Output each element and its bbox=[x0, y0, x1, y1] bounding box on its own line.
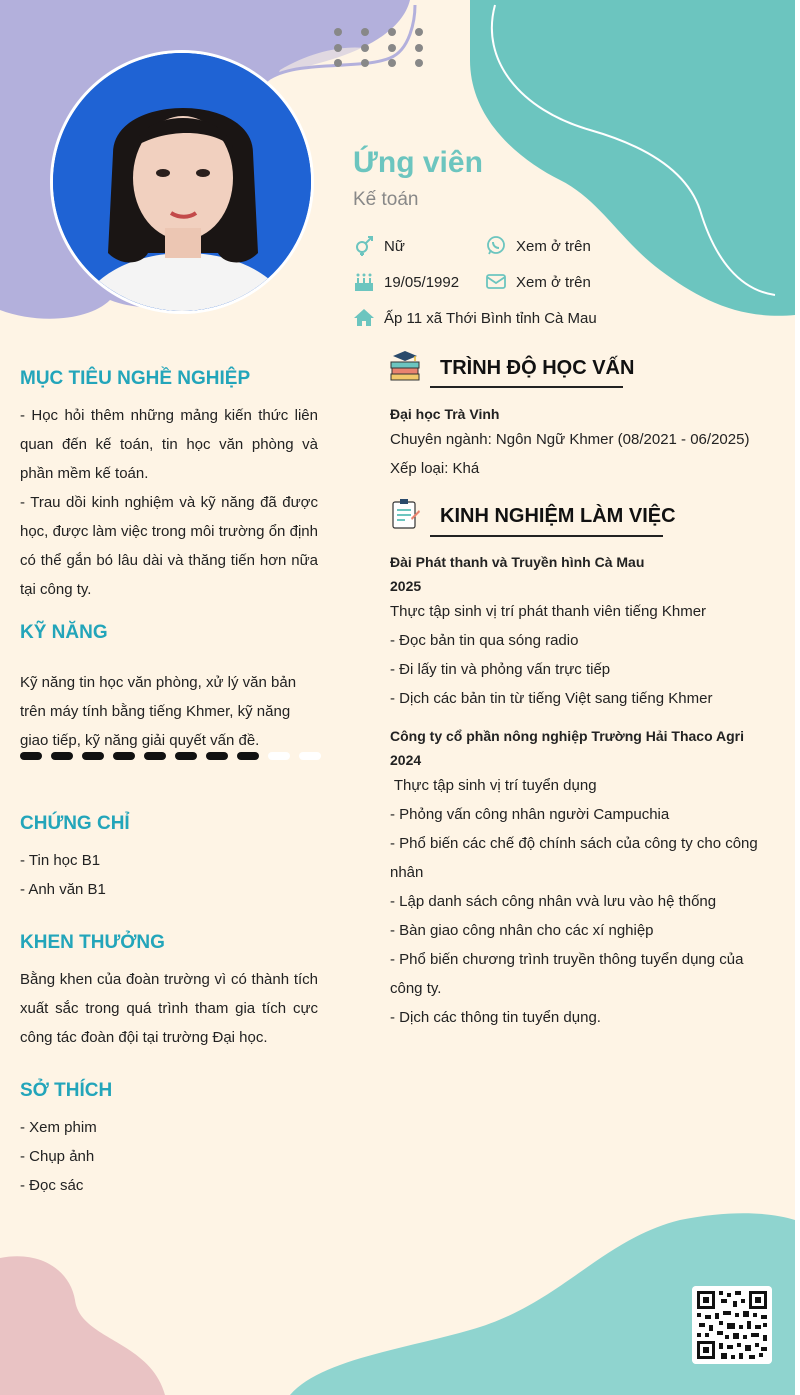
birthday-value: 19/05/1992 bbox=[384, 273, 460, 291]
job-task: - Bàn giao công nhân cho các xí nghiệp bbox=[390, 922, 654, 939]
phone-value: Xem ở trên bbox=[516, 237, 591, 255]
skills-heading: KỸ NĂNG bbox=[20, 622, 108, 643]
job-company: Công ty cổ phần nông nghiệp Trường Hải Thaco Agri bbox=[390, 728, 745, 744]
certificates-list bbox=[20, 846, 318, 904]
avatar bbox=[50, 50, 314, 314]
skill-level-segment bbox=[175, 752, 197, 760]
job-company: Đài Phát thanh và Truyền hình Cà Mau bbox=[390, 554, 645, 570]
awards-heading: KHEN THƯỞNG bbox=[20, 932, 165, 953]
job-task: - Phỏng vấn công nhân người Campuchia bbox=[390, 806, 670, 823]
job-year: 2024 bbox=[390, 752, 422, 768]
job-role: Thực tập sinh vị trí phát thanh viên tiếng Khmer bbox=[390, 603, 707, 620]
experience-heading: KINH NGHIỆM LÀM VIỆC bbox=[440, 505, 676, 527]
email-row bbox=[485, 271, 591, 293]
teal-blob bbox=[470, 0, 795, 316]
objective-text bbox=[20, 401, 318, 604]
hobby-item: - Đọc sác bbox=[20, 1177, 84, 1194]
education-underline bbox=[430, 386, 623, 388]
job-position: Kế toán bbox=[353, 189, 419, 210]
birthday-cake-icon bbox=[353, 271, 375, 293]
mail-icon bbox=[485, 271, 507, 293]
address-value: Ấp 11 xã Thới Bình tỉnh Cà Mau bbox=[384, 309, 597, 327]
pink-blob bbox=[0, 1256, 165, 1395]
portrait-photo bbox=[53, 53, 314, 314]
skill-level-segment bbox=[20, 752, 42, 760]
school-name: Đại học Trà Vinh bbox=[390, 406, 500, 422]
skill-level-segment bbox=[206, 752, 228, 760]
awards-text: Bằng khen của đoàn trường vì có thành tích xuất sắc trong quá trình tham gia tích cực công tác đoàn đội tại trường Đại học. bbox=[20, 971, 318, 1046]
gender-icon bbox=[353, 235, 375, 257]
job-task: - Đọc bản tin qua sóng radio bbox=[390, 632, 579, 649]
candidate-name: Ứng viên bbox=[353, 146, 483, 179]
gender-value: Nữ bbox=[384, 237, 405, 255]
skill-level-bar bbox=[20, 752, 321, 760]
certificates-heading: CHỨNG CHỈ bbox=[20, 813, 130, 834]
objective-heading: MỤC TIÊU NGHỀ NGHIỆP bbox=[20, 368, 251, 389]
skill-level-segment bbox=[51, 752, 73, 760]
rank-text: Xếp loại: Khá bbox=[390, 460, 480, 477]
skill-level-segment bbox=[144, 752, 166, 760]
job-task: - Phổ biến chương trình truyền thông tuyển dụng của bbox=[390, 951, 744, 968]
job-task: - Dịch các bản tin từ tiếng Việt sang tiếng Khmer bbox=[390, 690, 713, 707]
email-value: Xem ở trên bbox=[516, 273, 591, 291]
skill-level-segment bbox=[268, 752, 290, 760]
job-task: - Lập danh sách công nhân vvà lưu vào hệ thống bbox=[390, 893, 717, 910]
certificate-item: - Tin học B1 bbox=[20, 852, 101, 869]
major-text: Chuyên ngành: Ngôn Ngữ Khmer (08/2021 - 06/2025) bbox=[390, 431, 750, 448]
gender-row bbox=[353, 235, 405, 257]
experience-underline bbox=[430, 535, 663, 537]
hobbies-list bbox=[20, 1113, 318, 1200]
skills-text: Kỹ năng tin học văn phòng, xử lý văn bản trên máy tính bằng tiếng Khmer, kỹ năng giao tiếp, kỹ năng giải quyết vấn đề. bbox=[20, 674, 297, 749]
skill-level-segment bbox=[82, 752, 104, 760]
skill-level-segment bbox=[299, 752, 321, 760]
job-year: 2025 bbox=[390, 578, 422, 594]
job-task: công ty. bbox=[390, 980, 442, 997]
home-icon bbox=[353, 307, 375, 329]
experience-clipboard-icon bbox=[389, 498, 421, 530]
job-task: - Dịch các thông tin tuyển dụng. bbox=[390, 1009, 601, 1026]
objective-line: - Học hỏi thêm những mảng kiến thức liên quan đến kế toán, tin học văn phòng và phần mềm kế toán. bbox=[20, 407, 318, 482]
address-row bbox=[353, 307, 597, 329]
job-role: Thực tập sinh vị trí tuyển dụng bbox=[390, 777, 597, 794]
education-books-icon bbox=[389, 350, 421, 382]
hobby-item: - Chụp ảnh bbox=[20, 1148, 95, 1165]
hobbies-heading: SỞ THÍCH bbox=[20, 1080, 113, 1101]
certificate-item: - Anh văn B1 bbox=[20, 881, 106, 898]
objective-line: - Trau dồi kinh nghiệm và kỹ năng đã được học, được làm việc trong môi trường ổn định có thể gắn bó lâu dài và thăng tiến hơn nữa tại công ty. bbox=[20, 494, 318, 598]
phone-icon bbox=[485, 235, 507, 257]
job-task: - Phổ biến các chế độ chính sách của công ty cho công bbox=[390, 835, 758, 852]
job-task: nhân bbox=[390, 864, 424, 881]
phone-row bbox=[485, 235, 591, 257]
skill-level-segment bbox=[113, 752, 135, 760]
hobby-item: - Xem phim bbox=[20, 1119, 97, 1136]
job-task: - Đi lấy tin và phỏng vấn trực tiếp bbox=[390, 661, 611, 678]
birthday-row bbox=[353, 271, 459, 293]
education-heading: TRÌNH ĐỘ HỌC VẤN bbox=[440, 357, 635, 379]
qr-code[interactable] bbox=[692, 1286, 772, 1364]
skill-level-segment bbox=[237, 752, 259, 760]
